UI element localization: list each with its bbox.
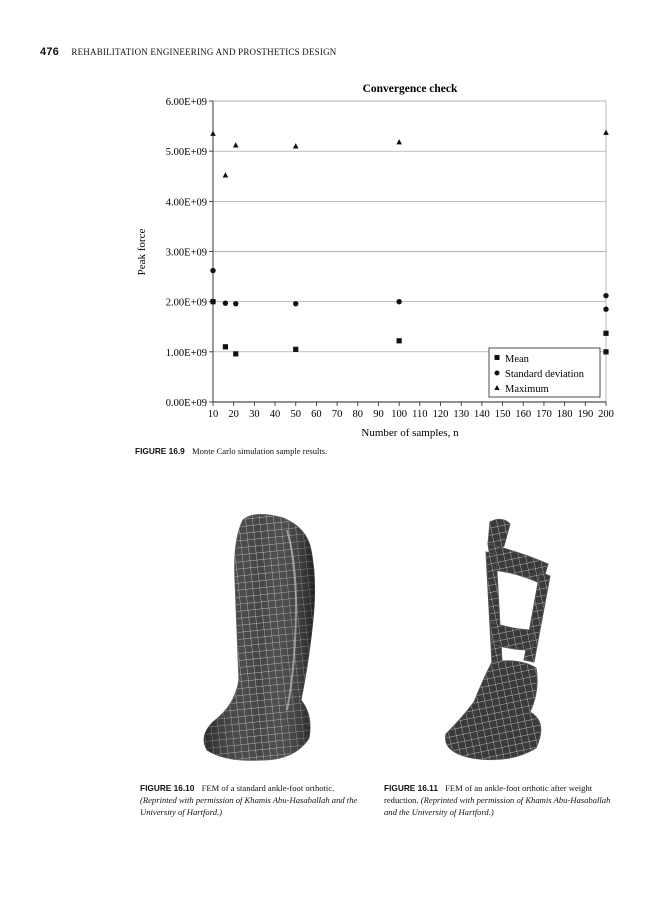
figure-16-10-credit: (Reprinted with permission of Khamis Abu-Hasaballah and the University of Hartford.): [140, 795, 358, 817]
x-tick-label: 200: [598, 409, 614, 420]
std-dev-point: [603, 306, 608, 311]
y-tick-label: 4.00E+09: [165, 197, 207, 209]
x-tick-label: 20: [228, 409, 239, 420]
x-tick-label: 120: [432, 409, 449, 420]
figure-16-10-caption: [140, 782, 368, 818]
std-dev-point: [223, 300, 228, 305]
x-tick-label: 110: [412, 409, 428, 420]
y-tick-label: 1.00E+09: [165, 347, 207, 359]
figure-16-10-label: FIGURE 16.10: [140, 783, 195, 793]
x-tick-label: 80: [352, 409, 364, 420]
standard-afo-fem-image: [195, 510, 335, 775]
maximum-point: [603, 130, 609, 135]
legend-mean-label: Mean: [505, 354, 529, 365]
maximum-point: [233, 142, 239, 147]
figure-16-10-text: FEM of a standard ankle-foot orthotic.: [201, 783, 335, 793]
legend: [489, 348, 600, 397]
x-tick-label: 160: [515, 409, 532, 420]
x-tick-label: 40: [269, 409, 281, 420]
x-tick-label: 100: [391, 409, 408, 420]
running-title: REHABILITATION ENGINEERING AND PROSTHETICS DESIGN: [71, 47, 337, 57]
x-tick-label: 140: [474, 409, 490, 420]
x-tick-label: 10: [207, 409, 219, 420]
figure-16-9-label: FIGURE 16.9: [135, 446, 185, 456]
x-tick-label: 60: [311, 409, 322, 420]
std-dev-point: [293, 301, 298, 306]
y-axis-label: Peak force: [136, 228, 148, 276]
legend-sd-label: Standard deviation: [505, 369, 585, 380]
figure-16-11-label: FIGURE 16.11: [384, 783, 438, 793]
chart-title: Convergence check: [362, 83, 458, 95]
page-number: 476: [40, 46, 59, 58]
figure-16-11-caption: [384, 782, 616, 818]
x-tick-label: 150: [494, 409, 511, 420]
std-dev-point: [210, 299, 215, 304]
y-tick-label: 6.00E+09: [165, 97, 207, 108]
maximum-point: [210, 131, 216, 136]
x-tick-label: 90: [373, 409, 384, 420]
maximum-point: [293, 143, 299, 148]
mean-point: [293, 347, 298, 352]
y-tick-label: 5.00E+09: [165, 147, 207, 159]
reduced-afo-fem-image: [430, 512, 565, 772]
x-axis-label: Number of samples, n: [361, 427, 459, 439]
std-dev-point: [603, 293, 608, 298]
x-tick-label: 190: [577, 409, 594, 420]
x-tick-label: 170: [536, 409, 552, 420]
figure-16-11-credit: (Reprinted with permission of Khamis Abu-Hasaballah and the University of Hartford.): [384, 795, 611, 817]
x-tick-label: 70: [331, 409, 343, 420]
mean-point: [397, 338, 402, 343]
x-tick-label: 130: [453, 409, 470, 420]
std-dev-point: [396, 299, 401, 304]
std-dev-point: [210, 268, 215, 273]
mean-point: [223, 344, 228, 349]
x-tick-label: 30: [249, 409, 260, 420]
std-dev-point: [233, 301, 238, 306]
x-tick-label: 50: [290, 409, 301, 420]
mean-point: [603, 349, 608, 354]
figure-16-9-caption: [135, 445, 327, 457]
x-tick-label: 180: [556, 409, 573, 420]
figure-16-9-text: Monte Carlo simulation sample results.: [191, 446, 328, 456]
y-tick-label: 3.00E+09: [165, 247, 207, 259]
mean-point: [233, 351, 238, 356]
maximum-point: [396, 139, 402, 144]
legend-max-label: Maximum: [505, 384, 549, 395]
y-tick-label: 0.00E+09: [165, 398, 207, 409]
mean-point: [603, 331, 608, 336]
y-tick-label: 2.00E+09: [165, 297, 207, 309]
figure-16-11-text: FEM of an ankle-foot orthotic after weight reduction.: [384, 783, 593, 805]
maximum-point: [223, 172, 229, 177]
legend-sd-marker: [495, 371, 500, 376]
legend-mean-marker: [495, 355, 500, 360]
